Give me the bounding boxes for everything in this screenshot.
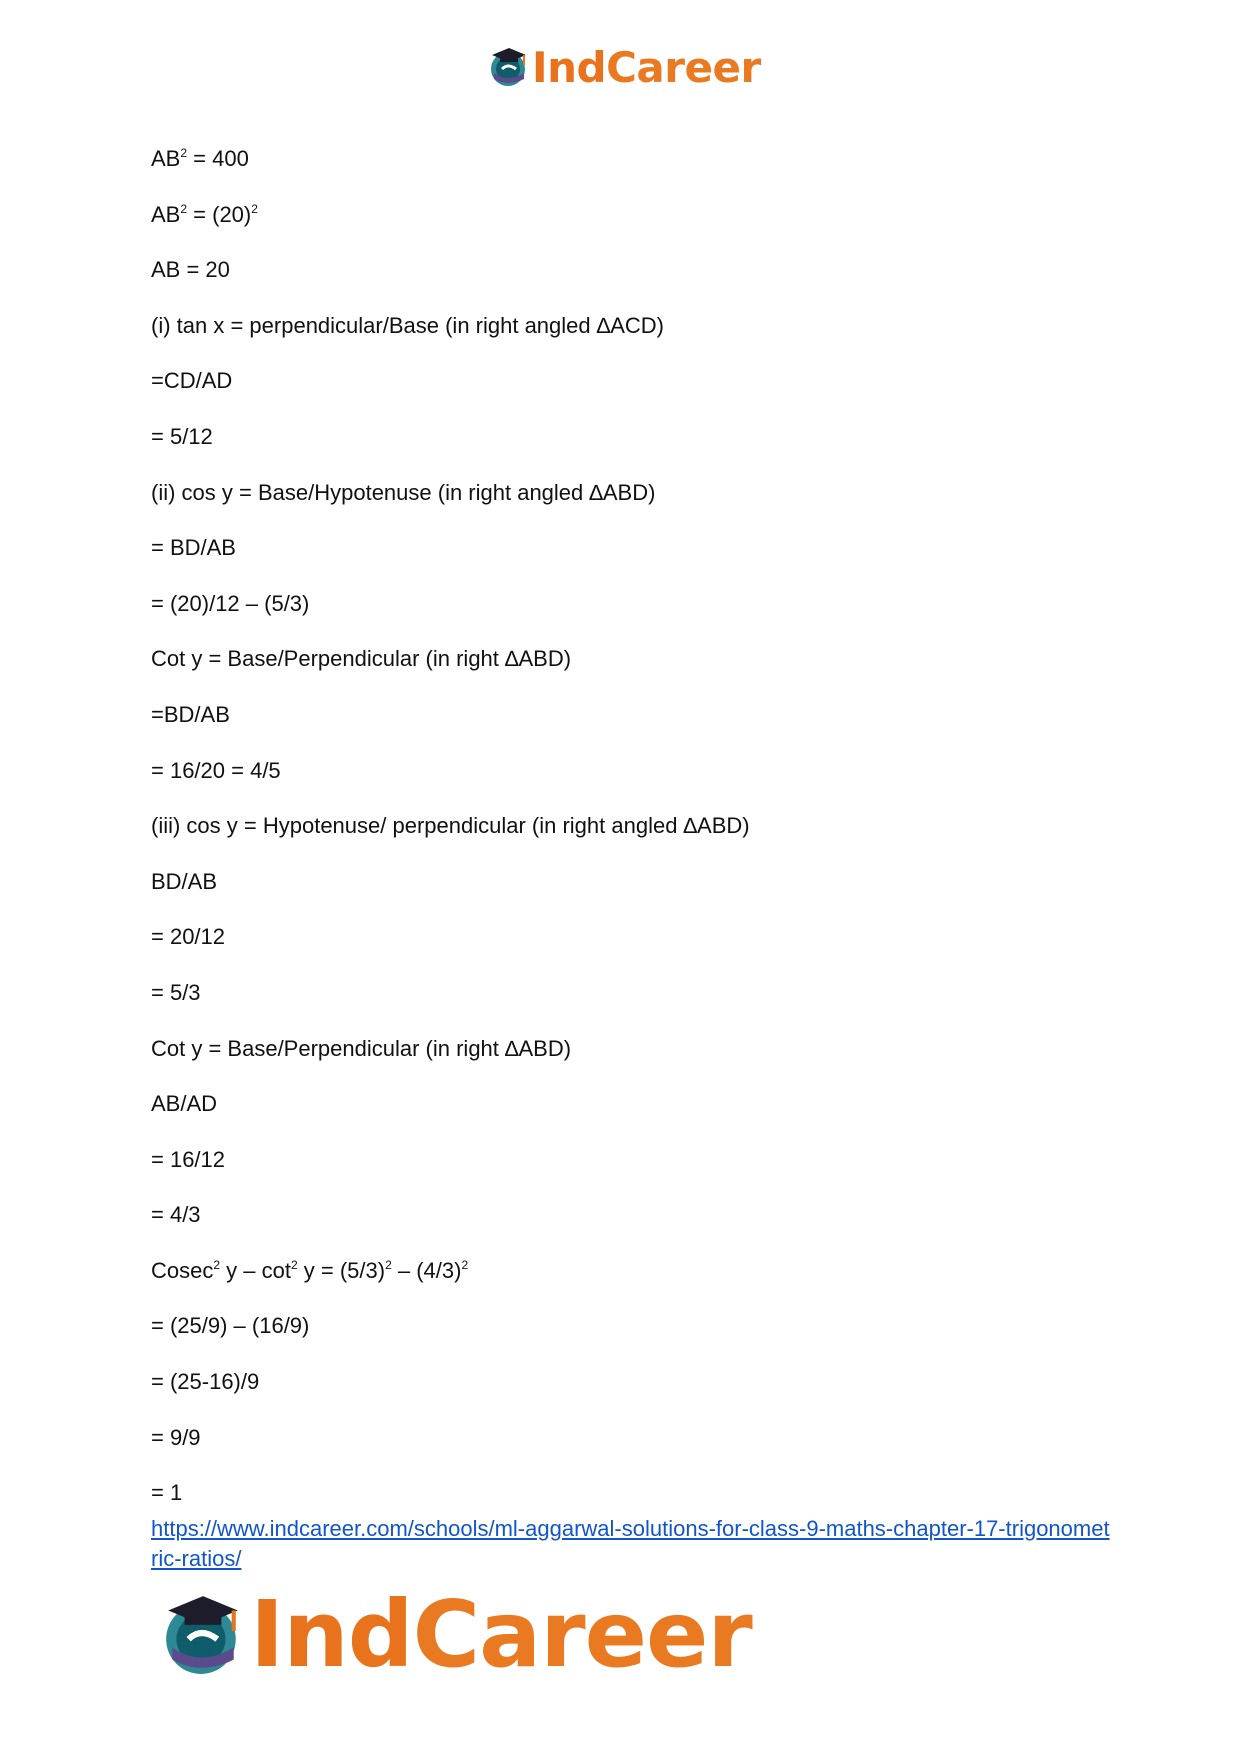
math-text: = 9/9 — [151, 1424, 201, 1450]
math-text: = BD/AB — [151, 535, 236, 561]
math-text: BD/AB — [151, 868, 218, 894]
superscript: 2 — [461, 1257, 469, 1272]
superscript: 2 — [290, 1257, 298, 1272]
math-line — [151, 1089, 750, 1145]
math-line — [151, 700, 750, 756]
math-text: (iii) cos y = Hypotenuse/ perpendicular (in right angled ∆ABD) — [151, 813, 750, 839]
superscript: 2 — [213, 1257, 221, 1272]
brand-wordmark: IndCareer — [250, 1581, 752, 1688]
math-line — [151, 366, 750, 422]
math-line — [151, 422, 750, 478]
math-line — [151, 311, 750, 367]
math-line — [151, 978, 750, 1034]
math-line — [151, 811, 750, 867]
math-text: = 16/20 = 4/5 — [151, 757, 281, 783]
math-line — [151, 1423, 750, 1479]
math-line — [151, 867, 750, 923]
math-text: = 20/12 — [151, 924, 226, 950]
math-line — [151, 1145, 750, 1201]
math-text: = 1 — [151, 1480, 183, 1506]
math-text: = (20)/12 – (5/3) — [151, 590, 310, 616]
superscript: 2 — [180, 146, 188, 160]
math-text: AB — [151, 146, 181, 171]
math-text: = (25/9) – (16/9) — [151, 1313, 310, 1339]
solution-steps — [151, 144, 750, 1534]
math-line — [151, 1367, 750, 1423]
math-text: Cot y = Base/Perpendicular (in right ∆ABD) — [151, 1035, 572, 1061]
math-text: Cosec — [151, 1257, 214, 1283]
superscript: 2 — [385, 1257, 392, 1272]
math-text: AB — [151, 201, 181, 227]
graduation-cap-globe-icon — [160, 1585, 246, 1686]
math-line — [151, 1034, 750, 1090]
superscript: 2 — [251, 201, 258, 216]
math-text: – (4/3) — [391, 1257, 462, 1283]
math-line — [151, 1256, 750, 1312]
math-text: = 16/12 — [151, 1146, 226, 1172]
math-text: = 4/3 — [151, 1202, 201, 1228]
graduation-cap-globe-icon — [488, 43, 530, 94]
math-line — [151, 255, 750, 311]
source-link[interactable]: https://www.indcareer.com/schools/ml-aggarwal-solutions-for-class-9-maths-chapter-17-trigonometric-ratios/ — [151, 1516, 1110, 1571]
brand-wordmark: IndCareer — [532, 43, 761, 92]
math-text: (i) tan x = perpendicular/Base (in right angled ∆ACD) — [151, 312, 664, 338]
header-logo — [488, 42, 761, 94]
superscript: 2 — [180, 201, 188, 216]
math-line — [151, 756, 750, 812]
math-line — [151, 1200, 750, 1256]
math-text: = (20) — [187, 201, 252, 227]
math-text: AB = 20 — [151, 257, 230, 283]
math-text: y – cot — [220, 1257, 291, 1283]
math-line — [151, 533, 750, 589]
math-line — [151, 644, 750, 700]
math-text: y = (5/3) — [297, 1257, 386, 1283]
math-text: Cot y = Base/Perpendicular (in right ∆ABD) — [151, 646, 572, 672]
footer-logo — [160, 1580, 752, 1690]
math-text: = (25-16)/9 — [151, 1369, 260, 1395]
math-text: =BD/AB — [151, 701, 230, 727]
math-line — [151, 144, 750, 200]
math-line — [151, 200, 750, 256]
math-text: (ii) cos y = Base/Hypotenuse (in right angled ∆ABD) — [151, 479, 656, 505]
math-text: = 5/12 — [151, 423, 213, 449]
math-text: AB/AD — [151, 1091, 218, 1117]
math-text: =CD/AD — [151, 368, 233, 394]
math-text: = 5/3 — [151, 979, 201, 1005]
math-line — [151, 922, 750, 978]
math-line — [151, 478, 750, 534]
math-line — [151, 1311, 750, 1367]
math-line — [151, 589, 750, 645]
math-text: = 400 — [187, 146, 249, 171]
